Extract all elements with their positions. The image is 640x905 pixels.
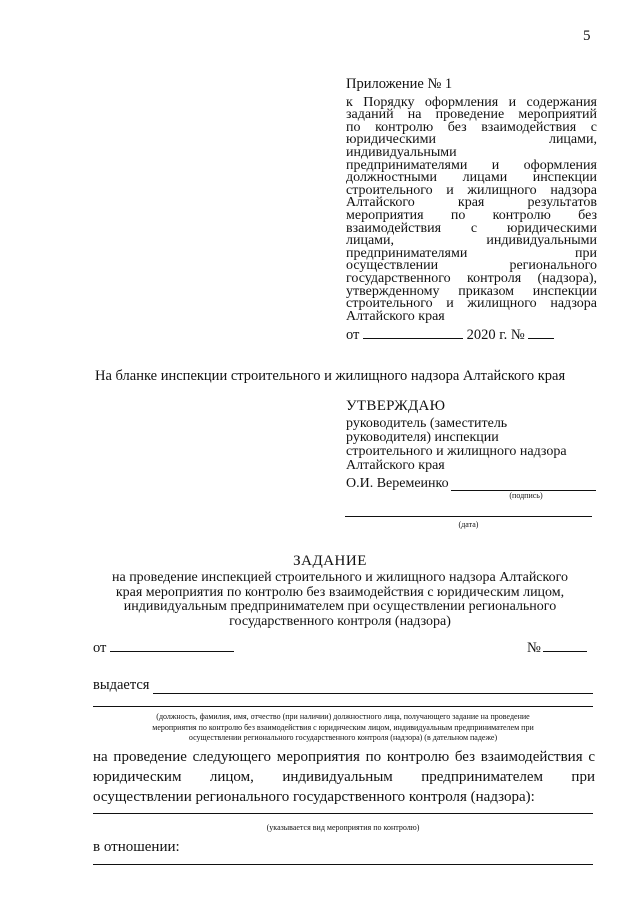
issued-caption <box>93 712 593 744</box>
appendix-date <box>346 329 597 342</box>
approval-line: руководителя) инспекции <box>346 430 499 445</box>
event-line: юридическим лицом, индивидуальным предпринимателем при <box>93 769 595 785</box>
approval-date-line <box>345 516 592 517</box>
appendix-date-blank <box>363 338 463 339</box>
signer-row <box>346 477 596 491</box>
page-number: 5 <box>583 28 591 44</box>
task-subtitle-line: государственного контроля (надзора) <box>229 613 451 629</box>
task-date-row <box>93 640 234 657</box>
issued-label: выдается <box>93 677 150 693</box>
task-subtitle-line: на проведение инспекцией строительного и жилищного надзора Алтайского <box>111 570 569 585</box>
issued-caption-line: осуществлении регионального государственного контроля (надзора) (в дательном падеже) <box>188 733 498 742</box>
appendix-line: взаимодействия с юридическими <box>346 220 597 236</box>
appendix-line: предпринимателями при <box>346 245 597 261</box>
appendix-line: предпринимателями и оформления <box>346 157 597 173</box>
event-line: на проведение следующего мероприятия по контролю без взаимодействия с <box>93 749 595 765</box>
appendix-line: должностными лицами инспекции <box>346 170 597 186</box>
approval-line: Алтайского края <box>346 458 445 473</box>
event-caption: (указывается вид мероприятия по контролю) <box>266 823 420 832</box>
appendix-number-blank <box>528 338 554 339</box>
event-line: осуществлении регионального государственного контроля (надзора): <box>93 789 535 805</box>
appendix-line: юридическими лицами, <box>346 132 597 148</box>
task-date-label: от <box>93 640 107 656</box>
appendix-line: Алтайского края <box>346 308 445 324</box>
approval-line: строительного и жилищного надзора <box>346 444 567 459</box>
approval-date-caption: (дата) <box>458 520 479 529</box>
event-paragraph <box>93 747 595 807</box>
signature-caption: (подпись) <box>509 491 543 500</box>
regarding-blank-line <box>93 864 593 865</box>
appendix-line: лицами, индивидуальными <box>346 233 597 249</box>
signature-line <box>451 478 596 491</box>
issued-blank-line <box>93 706 593 707</box>
appendix-title: Приложение № 1 <box>346 76 453 92</box>
appendix-line: строительного и жилищного надзора <box>346 182 597 198</box>
appendix-line: мероприятия по контролю без <box>346 207 597 223</box>
approval-line: руководитель (заместитель <box>346 416 508 431</box>
signer-name: О.И. Веремеинко <box>346 476 449 491</box>
task-date-blank <box>110 651 234 652</box>
appendix-date-suffix: 2020 г. № <box>466 327 525 344</box>
appendix-line: индивидуальными <box>346 144 457 160</box>
appendix-line: государственного контроля (надзора), <box>346 270 597 286</box>
event-blank-line <box>93 813 593 814</box>
task-number-blank <box>543 651 587 652</box>
appendix-line: утвержденному приказом инспекции <box>346 283 597 299</box>
appendix-line: заданий на проведение мероприятий <box>346 107 597 123</box>
appendix-line: к Порядку оформления и содержания <box>346 94 597 110</box>
task-number-row <box>527 640 587 657</box>
task-subtitle <box>80 571 600 629</box>
appendix-block <box>346 78 597 342</box>
task-subtitle-line: края мероприятия по контролю без взаимодействия с юридическим лицом, <box>115 584 565 600</box>
task-subtitle-line: индивидуальным предпринимателем при осуществлении регионального <box>123 599 557 614</box>
appendix-line: осуществлении регионального <box>346 258 597 274</box>
regarding-label: в отношении: <box>93 839 180 855</box>
letterhead-note: На бланке инспекции строительного и жилищного надзора Алтайского края <box>95 368 566 384</box>
task-number-label: № <box>527 640 541 656</box>
issued-row <box>93 677 593 694</box>
issued-caption-line: мероприятия по контролю без взаимодействия с юридическим лицом, индивидуальным предпринимателем при <box>152 722 534 732</box>
appendix-line: строительного и жилищного надзора <box>346 296 597 312</box>
appendix-line: Алтайского края результатов <box>346 195 597 211</box>
appendix-date-prefix: от <box>346 327 360 344</box>
task-title: ЗАДАНИЕ <box>293 553 367 569</box>
issued-caption-line: (должность, фамилия, имя, отчество (при наличии) должностного лица, получающего задание на проведение <box>156 712 530 721</box>
issued-blank <box>153 681 593 694</box>
appendix-line: по контролю без взаимодействия с <box>346 119 597 135</box>
approval-block <box>346 399 596 500</box>
approval-title: УТВЕРЖДАЮ <box>346 398 446 414</box>
